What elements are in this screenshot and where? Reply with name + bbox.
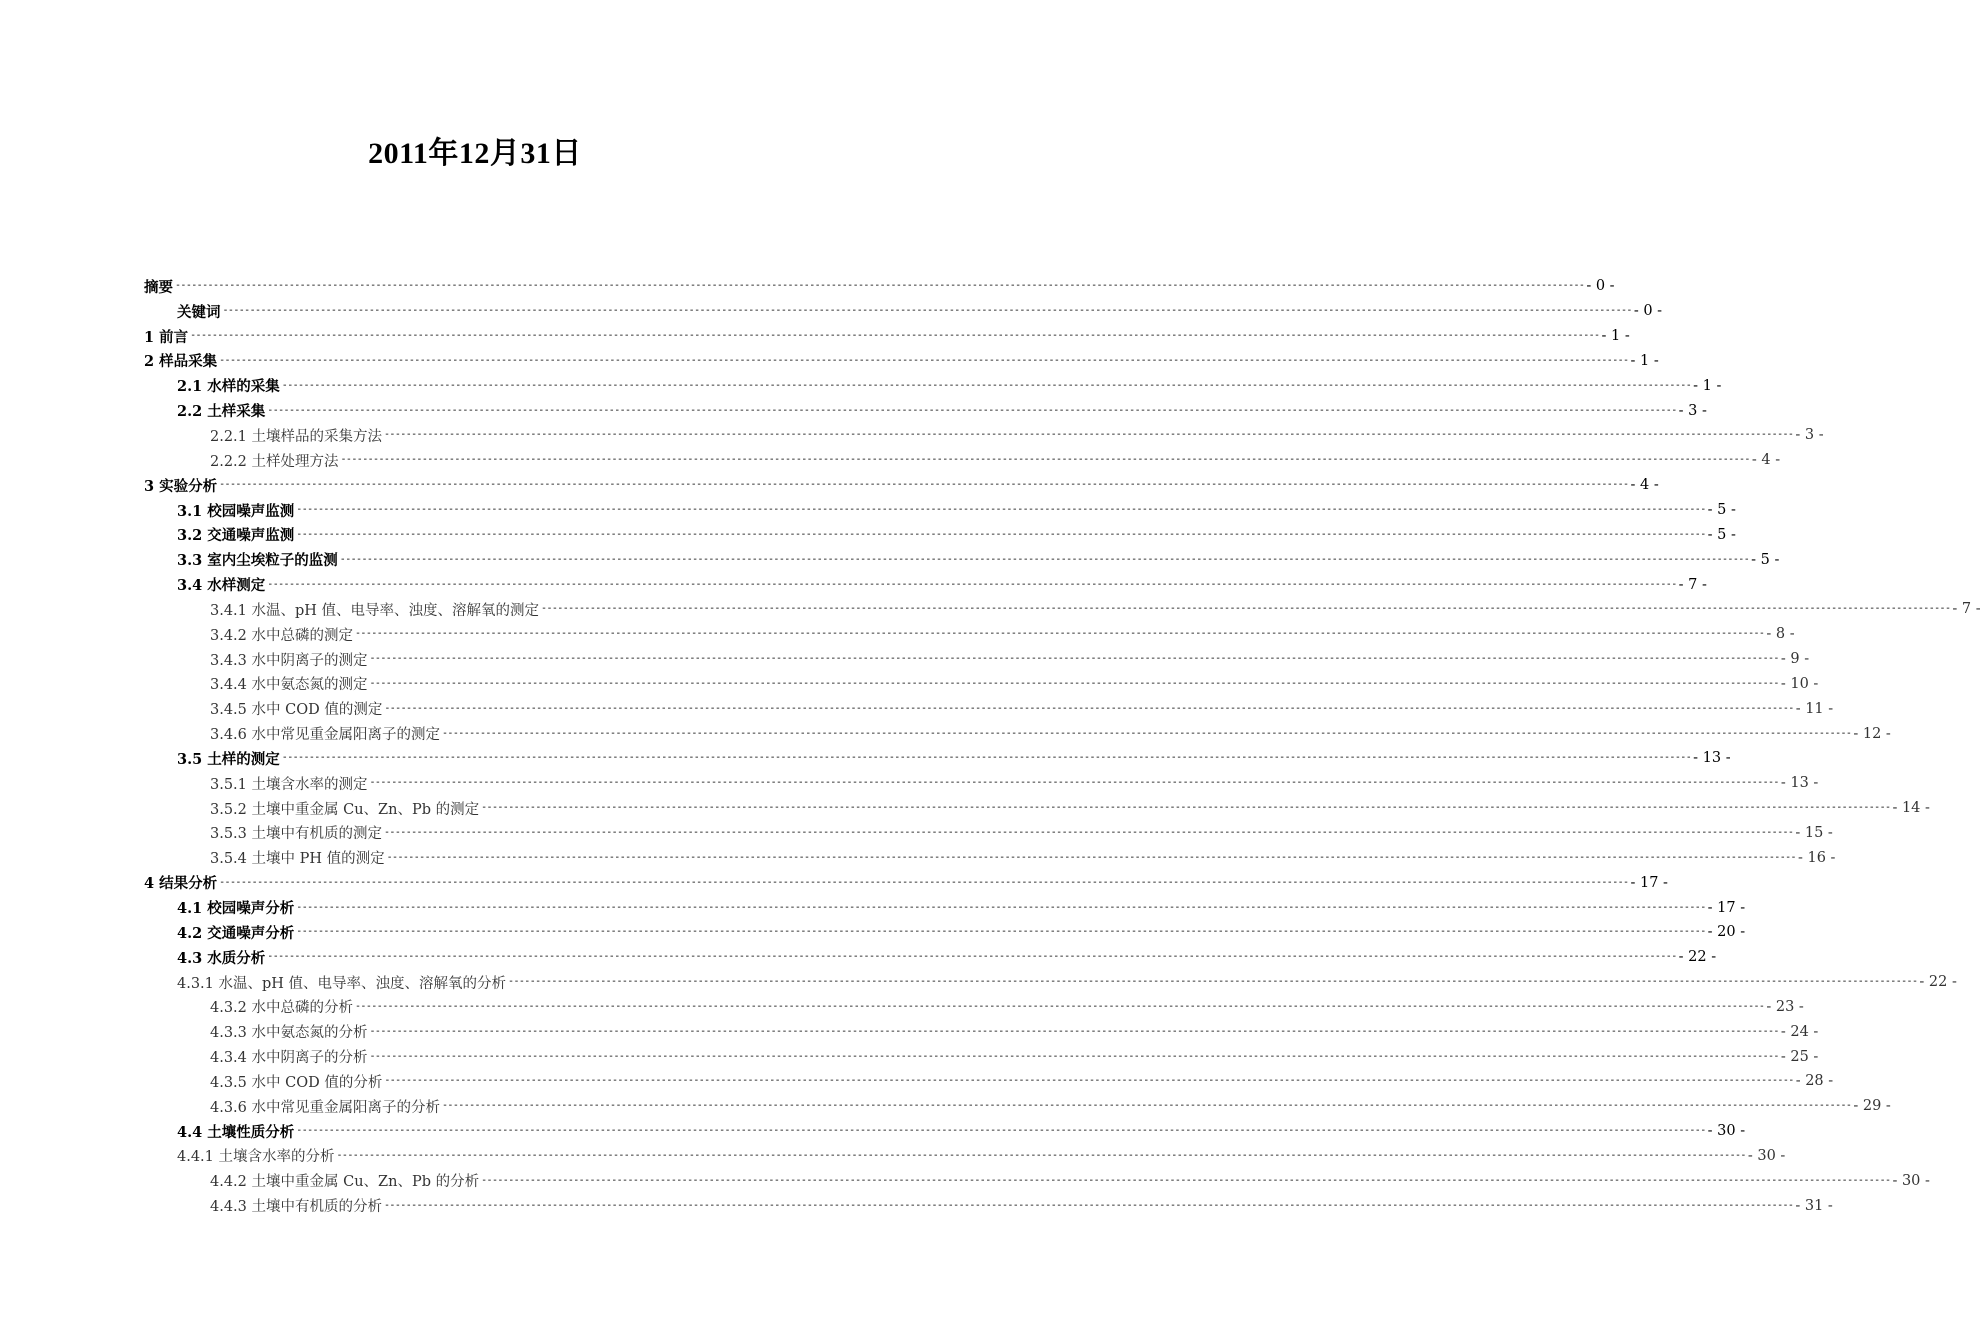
toc-entry-label: 4.3.6 水中常见重金属阳离子的分析 <box>210 1099 441 1116</box>
toc-entry-label: 3.4.6 水中常见重金属阳离子的测定 <box>210 727 441 744</box>
toc-dot-leader: -------------------------------------------------------------------------------------------------------------------------------------------------------------------------------------------------------------------------------------------------------------------- <box>296 926 1706 938</box>
toc-entry[interactable] <box>144 448 1781 473</box>
toc-entry-label: 2.2 土样采集 <box>177 403 266 421</box>
toc-entry[interactable] <box>144 796 1930 821</box>
toc-entry[interactable] <box>144 324 1630 349</box>
toc-dot-leader: -------------------------------------------------------------------------------------------------------------------------------------------------------------------------------------------------------------------------------------------------------------------- <box>281 379 1692 391</box>
toc-entry-label: 3.4.5 水中 COD 值的测定 <box>210 702 383 719</box>
toc-entry-label: 3.5.1 土壤含水率的测定 <box>210 776 368 793</box>
toc-entry-page: - 10 - <box>1780 675 1819 692</box>
toc-entry[interactable] <box>144 970 1957 995</box>
toc-entry-page: - 1 - <box>1601 328 1630 345</box>
toc-entry[interactable] <box>144 696 1834 721</box>
toc-dot-leader: -------------------------------------------------------------------------------------------------------------------------------------------------------------------------------------------------------------------------------------------------------------------- <box>175 280 1585 292</box>
toc-dot-leader: -------------------------------------------------------------------------------------------------------------------------------------------------------------------------------------------------------------------------------------------------------------------- <box>355 1000 1765 1012</box>
toc-entry-label: 2.1 水样的采集 <box>177 378 280 396</box>
toc-entry-label: 3 实验分析 <box>144 477 218 495</box>
toc-entry-label: 4.4.1 土壤含水率的分析 <box>177 1149 335 1166</box>
toc-dot-leader: -------------------------------------------------------------------------------------------------------------------------------------------------------------------------------------------------------------------------------------------------------------------- <box>384 429 1794 441</box>
toc-entry[interactable] <box>144 373 1722 398</box>
toc-dot-leader: -------------------------------------------------------------------------------------------------------------------------------------------------------------------------------------------------------------------------------------------------------------------- <box>508 976 1918 988</box>
toc-dot-leader: -------------------------------------------------------------------------------------------------------------------------------------------------------------------------------------------------------------------------------------------------------------------- <box>296 901 1706 913</box>
toc-entry[interactable] <box>144 945 1717 970</box>
toc-entry[interactable] <box>144 647 1810 672</box>
toc-dot-leader: -------------------------------------------------------------------------------------------------------------------------------------------------------------------------------------------------------------------------------------------------------------------- <box>541 603 1951 615</box>
toc-entry-page: - 30 - <box>1892 1172 1930 1189</box>
toc-entry[interactable] <box>144 572 1707 597</box>
toc-dot-leader: -------------------------------------------------------------------------------------------------------------------------------------------------------------------------------------------------------------------------------------------------------------------- <box>296 528 1706 540</box>
toc-dot-leader: -------------------------------------------------------------------------------------------------------------------------------------------------------------------------------------------------------------------------------------------------------------------- <box>281 752 1692 764</box>
toc-entry-page: - 22 - <box>1919 974 1957 991</box>
toc-entry-label: 2.2.2 土样处理方法 <box>210 453 339 470</box>
toc-dot-leader: -------------------------------------------------------------------------------------------------------------------------------------------------------------------------------------------------------------------------------------------------------------------- <box>336 1149 1746 1161</box>
toc-entry-label: 3.5.3 土壤中有机质的测定 <box>210 826 383 843</box>
toc-entry-page: - 29 - <box>1853 1098 1891 1115</box>
toc-dot-leader: -------------------------------------------------------------------------------------------------------------------------------------------------------------------------------------------------------------------------------------------------------------------- <box>340 454 1750 466</box>
toc-entry-page: - 13 - <box>1693 750 1731 767</box>
toc-entry-label: 2.2.1 土壤样品的采集方法 <box>210 428 383 445</box>
toc-entry[interactable] <box>144 1144 1786 1169</box>
toc-entry-label: 4.3.4 水中阴离子的分析 <box>210 1050 368 1067</box>
toc-entry-page: - 15 - <box>1795 824 1833 841</box>
toc-entry[interactable] <box>144 994 1804 1019</box>
toc-entry[interactable] <box>144 672 1819 697</box>
toc-entry-page: - 3 - <box>1795 427 1824 444</box>
toc-entry-label: 1 前言 <box>144 328 189 346</box>
toc-entry[interactable] <box>144 1069 1834 1094</box>
toc-entry-page: - 31 - <box>1795 1197 1833 1214</box>
toc-entry-label: 3.4.4 水中氨态氮的测定 <box>210 677 368 694</box>
toc-entry[interactable] <box>144 771 1819 796</box>
toc-entry-page: - 20 - <box>1707 924 1746 941</box>
toc-entry[interactable] <box>144 721 1891 746</box>
toc-entry-label: 3.4.3 水中阴离子的测定 <box>210 652 368 669</box>
toc-entry-page: - 23 - <box>1766 998 1804 1015</box>
toc-dot-leader: -------------------------------------------------------------------------------------------------------------------------------------------------------------------------------------------------------------------------------------------------------------------- <box>481 802 1891 814</box>
toc-entry-label: 4.4.2 土壤中重金属 Cu、Zn、Pb 的分析 <box>210 1174 480 1191</box>
toc-dot-leader: -------------------------------------------------------------------------------------------------------------------------------------------------------------------------------------------------------------------------------------------------------------------- <box>267 578 1677 590</box>
toc-entry-page: - 24 - <box>1780 1023 1819 1040</box>
toc-dot-leader: -------------------------------------------------------------------------------------------------------------------------------------------------------------------------------------------------------------------------------------------------------------------- <box>296 504 1706 516</box>
toc-entry[interactable] <box>144 870 1668 895</box>
toc-entry-page: - 17 - <box>1707 899 1746 916</box>
toc-entry-label: 4 结果分析 <box>144 875 218 893</box>
toc-dot-leader: -------------------------------------------------------------------------------------------------------------------------------------------------------------------------------------------------------------------------------------------------------------------- <box>369 777 1779 789</box>
toc-entry-label: 4.3.5 水中 COD 值的分析 <box>210 1074 383 1091</box>
toc-entry[interactable] <box>144 423 1824 448</box>
toc-dot-leader: -------------------------------------------------------------------------------------------------------------------------------------------------------------------------------------------------------------------------------------------------------------------- <box>339 553 1750 565</box>
toc-dot-leader: -------------------------------------------------------------------------------------------------------------------------------------------------------------------------------------------------------------------------------------------------------------------- <box>219 354 1629 366</box>
toc-entry-label: 4.2 交通噪声分析 <box>177 924 295 942</box>
toc-entry[interactable] <box>144 821 1833 846</box>
toc-entry[interactable] <box>144 597 1981 622</box>
toc-entry[interactable] <box>144 473 1659 498</box>
toc-entry-label: 4.3.2 水中总磷的分析 <box>210 1000 354 1017</box>
toc-dot-leader: -------------------------------------------------------------------------------------------------------------------------------------------------------------------------------------------------------------------------------------------------------------------- <box>190 330 1600 342</box>
toc-dot-leader: -------------------------------------------------------------------------------------------------------------------------------------------------------------------------------------------------------------------------------------------------------------------- <box>267 951 1677 963</box>
toc-dot-leader: -------------------------------------------------------------------------------------------------------------------------------------------------------------------------------------------------------------------------------------------------------------------- <box>355 628 1765 640</box>
toc-entry-label: 3.4 水样测定 <box>177 577 266 595</box>
toc-entry[interactable] <box>144 746 1731 771</box>
toc-dot-leader: -------------------------------------------------------------------------------------------------------------------------------------------------------------------------------------------------------------------------------------------------------------------- <box>219 479 1629 491</box>
toc-dot-leader: -------------------------------------------------------------------------------------------------------------------------------------------------------------------------------------------------------------------------------------------------------------------- <box>222 305 1632 317</box>
toc-dot-leader: -------------------------------------------------------------------------------------------------------------------------------------------------------------------------------------------------------------------------------------------------------------------- <box>442 1100 1852 1112</box>
toc-entry-page: - 7 - <box>1678 576 1707 593</box>
toc-entry-label: 3.1 校园噪声监测 <box>177 502 295 520</box>
toc-entry[interactable] <box>144 299 1663 324</box>
toc-entry-page: - 8 - <box>1766 626 1795 643</box>
toc-dot-leader: -------------------------------------------------------------------------------------------------------------------------------------------------------------------------------------------------------------------------------------------------------------------- <box>296 1125 1706 1137</box>
toc-entry-page: - 12 - <box>1853 725 1891 742</box>
toc-entry-label: 3.3 室内尘埃粒子的监测 <box>177 552 338 570</box>
toc-entry-page: - 5 - <box>1707 526 1736 543</box>
toc-entry[interactable] <box>144 1193 1833 1218</box>
toc-entry[interactable] <box>144 1119 1746 1144</box>
toc-entry-label: 4.4.3 土壤中有机质的分析 <box>210 1199 383 1216</box>
toc-entry-page: - 17 - <box>1630 874 1668 891</box>
toc-entry-page: - 4 - <box>1630 477 1659 494</box>
toc-dot-leader: -------------------------------------------------------------------------------------------------------------------------------------------------------------------------------------------------------------------------------------------------------------------- <box>384 826 1794 838</box>
toc-entry[interactable] <box>144 547 1780 572</box>
toc-entry-page: - 11 - <box>1795 700 1834 717</box>
toc-entry-page: - 3 - <box>1678 402 1707 419</box>
toc-dot-leader: -------------------------------------------------------------------------------------------------------------------------------------------------------------------------------------------------------------------------------------------------------------------- <box>442 727 1852 739</box>
toc-entry-page: - 4 - <box>1751 452 1781 469</box>
toc-dot-leader: -------------------------------------------------------------------------------------------------------------------------------------------------------------------------------------------------------------------------------------------------------------------- <box>219 876 1629 888</box>
toc-entry-page: - 0 - <box>1633 303 1663 320</box>
toc-entry[interactable] <box>144 398 1707 423</box>
toc-dot-leader: -------------------------------------------------------------------------------------------------------------------------------------------------------------------------------------------------------------------------------------------------------------------- <box>481 1174 1891 1186</box>
toc-entry[interactable] <box>144 1019 1819 1044</box>
toc-entry[interactable] <box>144 522 1736 547</box>
toc-dot-leader: -------------------------------------------------------------------------------------------------------------------------------------------------------------------------------------------------------------------------------------------------------------------- <box>267 404 1677 416</box>
toc-dot-leader: -------------------------------------------------------------------------------------------------------------------------------------------------------------------------------------------------------------------------------------------------------------------- <box>384 1199 1794 1211</box>
toc-entry[interactable] <box>144 1044 1819 1069</box>
toc-dot-leader: -------------------------------------------------------------------------------------------------------------------------------------------------------------------------------------------------------------------------------------------------------------------- <box>384 1075 1794 1087</box>
toc-entry-label: 2 样品采集 <box>144 353 218 371</box>
toc-dot-leader: -------------------------------------------------------------------------------------------------------------------------------------------------------------------------------------------------------------------------------------------------------------------- <box>369 677 1779 689</box>
toc-dot-leader: -------------------------------------------------------------------------------------------------------------------------------------------------------------------------------------------------------------------------------------------------------------------- <box>384 702 1794 714</box>
toc-entry-label: 3.4.1 水温、pH 值、电导率、浊度、溶解氧的测定 <box>210 602 540 619</box>
toc-entry-label: 3.2 交通噪声监测 <box>177 527 295 545</box>
toc-entry-label: 4.4 土壤性质分析 <box>177 1123 295 1141</box>
toc-entry[interactable] <box>144 845 1836 870</box>
toc-entry-label: 3.5.2 土壤中重金属 Cu、Zn、Pb 的测定 <box>210 801 480 818</box>
toc-entry-page: - 7 - <box>1952 601 1981 618</box>
toc-entry-page: - 1 - <box>1630 352 1659 369</box>
toc-entry-page: - 14 - <box>1892 800 1930 817</box>
toc-entry[interactable] <box>144 622 1795 647</box>
table-of-contents <box>144 274 1981 1218</box>
toc-entry[interactable] <box>144 498 1736 523</box>
toc-entry-page: - 5 - <box>1707 502 1736 519</box>
toc-entry[interactable] <box>144 349 1659 374</box>
toc-entry-page: - 30 - <box>1747 1147 1786 1164</box>
toc-dot-leader: -------------------------------------------------------------------------------------------------------------------------------------------------------------------------------------------------------------------------------------------------------------------- <box>386 851 1796 863</box>
toc-dot-leader: -------------------------------------------------------------------------------------------------------------------------------------------------------------------------------------------------------------------------------------------------------------------- <box>369 1050 1779 1062</box>
toc-entry-page: - 13 - <box>1780 775 1819 792</box>
toc-entry-label: 4.1 校园噪声分析 <box>177 900 295 918</box>
toc-entry-label: 关键词 <box>177 303 221 321</box>
toc-entry-label: 4.3 水质分析 <box>177 949 266 967</box>
toc-entry[interactable] <box>144 895 1746 920</box>
toc-entry-label: 3.5.4 土壤中 PH 值的测定 <box>210 851 385 868</box>
toc-entry-page: - 28 - <box>1795 1073 1834 1090</box>
toc-entry-page: - 1 - <box>1693 377 1722 394</box>
toc-entry-page: - 25 - <box>1780 1048 1819 1065</box>
toc-entry-page: - 30 - <box>1707 1123 1746 1140</box>
toc-entry-label: 3.5 土样的测定 <box>177 750 280 768</box>
toc-entry-page: - 16 - <box>1797 849 1836 866</box>
toc-entry-label: 摘要 <box>144 278 173 296</box>
toc-dot-leader: -------------------------------------------------------------------------------------------------------------------------------------------------------------------------------------------------------------------------------------------------------------------- <box>369 653 1779 665</box>
toc-entry-page: - 0 - <box>1586 278 1615 295</box>
toc-entry[interactable] <box>144 1168 1930 1193</box>
toc-entry-page: - 9 - <box>1780 651 1810 668</box>
document-date-title: 2011年12月31日 <box>368 137 582 170</box>
toc-entry[interactable] <box>144 1094 1891 1119</box>
toc-entry-label: 3.4.2 水中总磷的测定 <box>210 627 354 644</box>
toc-entry[interactable] <box>144 920 1746 945</box>
toc-entry-label: 4.3.3 水中氨态氮的分析 <box>210 1025 368 1042</box>
toc-entry-page: - 22 - <box>1678 949 1717 966</box>
toc-dot-leader: -------------------------------------------------------------------------------------------------------------------------------------------------------------------------------------------------------------------------------------------------------------------- <box>369 1025 1779 1037</box>
toc-entry-page: - 5 - <box>1751 551 1780 568</box>
toc-entry-label: 4.3.1 水温、pH 值、电导率、浊度、溶解氧的分析 <box>177 975 507 992</box>
toc-entry[interactable] <box>144 274 1615 299</box>
